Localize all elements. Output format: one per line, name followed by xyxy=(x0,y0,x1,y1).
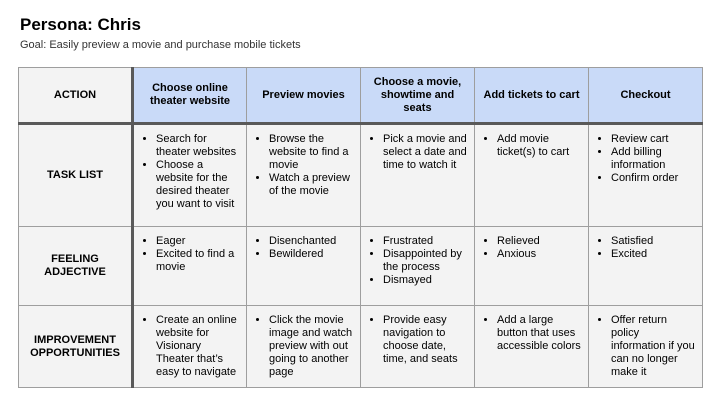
list-item: • Dismayed xyxy=(383,274,468,287)
list-item: • Eager xyxy=(156,235,240,248)
task-list-row xyxy=(19,124,703,227)
list-item: • Search for theater websites xyxy=(156,133,240,159)
table-cell xyxy=(475,124,589,227)
table-cell xyxy=(133,124,247,227)
list-item: • Add a large button that uses accessible colors xyxy=(497,314,582,353)
list-item: • Confirm order xyxy=(611,172,696,185)
stage-header: Preview movies xyxy=(247,68,361,124)
list-item: • Satisfied xyxy=(611,235,696,248)
table-cell xyxy=(247,306,361,388)
table-cell xyxy=(589,124,703,227)
persona-title: Persona: Chris xyxy=(20,15,141,34)
table-cell xyxy=(133,227,247,306)
table-cell xyxy=(361,124,475,227)
list-item: • Provide easy navigation to choose date, time, and seats xyxy=(383,314,468,366)
table-cell xyxy=(475,306,589,388)
stage-header: Choose online theater website xyxy=(133,68,247,124)
list-item: • Disappointed by the process xyxy=(383,248,468,274)
list-item: • Add movie ticket(s) to cart xyxy=(497,133,582,159)
list-item: • Disenchanted xyxy=(269,235,354,248)
table-cell xyxy=(133,306,247,388)
stage-header: Add tickets to cart xyxy=(475,68,589,124)
list-item: • Excited xyxy=(611,248,696,261)
improvement-opportunities-row xyxy=(19,306,703,388)
action-header: ACTION xyxy=(19,68,133,124)
table-cell xyxy=(475,227,589,306)
table-cell xyxy=(361,227,475,306)
list-item: • Click the movie image and watch preview with out going to another page xyxy=(269,314,354,379)
list-item: • Bewildered xyxy=(269,248,354,261)
row-label: TASK LIST xyxy=(19,124,133,227)
list-item: • Add billing information xyxy=(611,146,696,172)
list-item: • Offer return policy information if you can no longer make it xyxy=(611,314,696,379)
table-cell xyxy=(589,227,703,306)
persona-goal: Goal: Easily preview a movie and purchase mobile tickets xyxy=(20,39,301,51)
stage-header-row xyxy=(19,68,703,124)
list-item: • Anxious xyxy=(497,248,582,261)
list-item: • Watch a preview of the movie xyxy=(269,172,354,198)
table-cell xyxy=(361,306,475,388)
journey-map-table xyxy=(18,67,703,388)
stage-header: Checkout xyxy=(589,68,703,124)
stage-header: Choose a movie, showtime and seats xyxy=(361,68,475,124)
table-cell xyxy=(247,227,361,306)
list-item: • Excited to find a movie xyxy=(156,248,240,274)
list-item: • Frustrated xyxy=(383,235,468,248)
list-item: • Choose a website for the desired theater you want to visit xyxy=(156,159,240,211)
row-label: IMPROVEMENT OPPORTUNITIES xyxy=(19,306,133,388)
list-item: • Pick a movie and select a date and time to watch it xyxy=(383,133,468,172)
list-item: • Relieved xyxy=(497,235,582,248)
table-cell xyxy=(589,306,703,388)
row-label: FEELING ADJECTIVE xyxy=(19,227,133,306)
table-cell xyxy=(247,124,361,227)
list-item: • Browse the website to find a movie xyxy=(269,133,354,172)
list-item: • Create an online website for Visionary Theater that’s easy to navigate xyxy=(156,314,240,379)
list-item: • Review cart xyxy=(611,133,696,146)
feeling-adjective-row xyxy=(19,227,703,306)
